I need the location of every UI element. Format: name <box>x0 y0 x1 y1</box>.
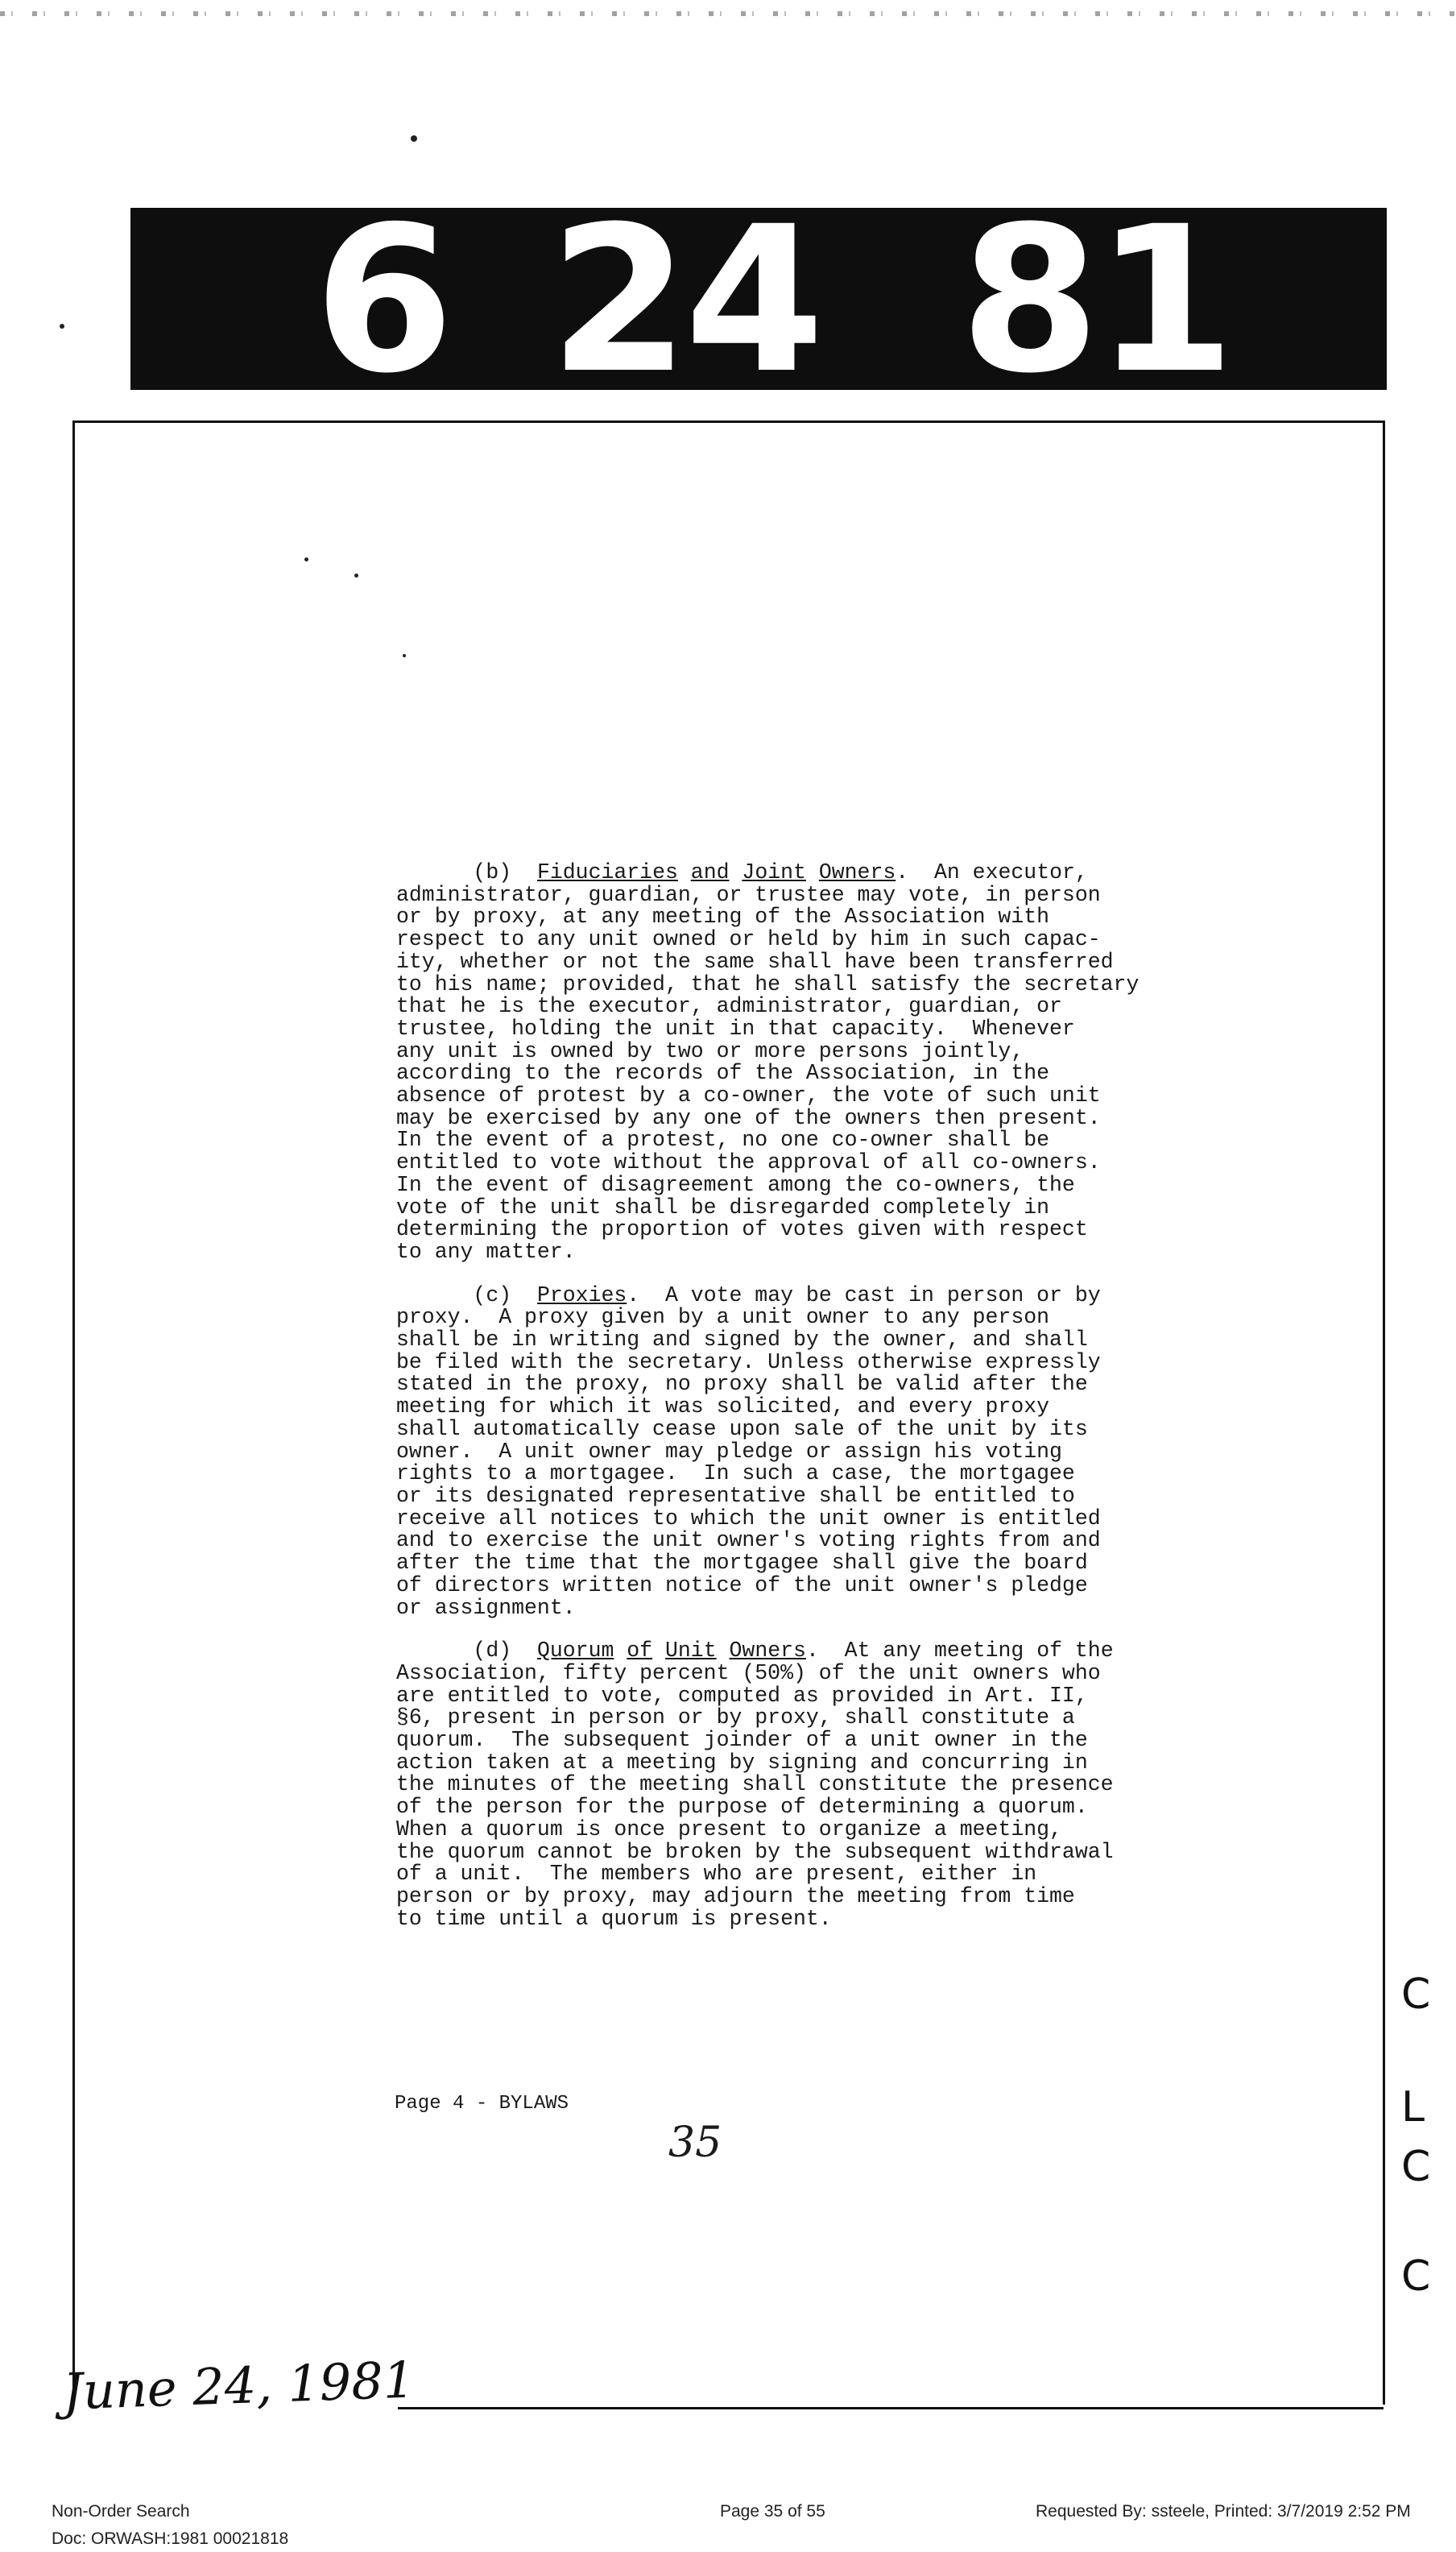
meta-doc-id: Doc: ORWASH:1981 00021818 <box>52 2529 289 2548</box>
meta-search-type: Non-Order Search <box>52 2502 190 2521</box>
handwritten-page-number: 35 <box>668 2119 722 2167</box>
paragraph-first-line-rest: . At any meeting of the <box>805 1638 1114 1663</box>
paragraph-line: proxy. A proxy given by a unit owner to any person <box>396 1305 1050 1330</box>
paragraph-label: (d) <box>473 1638 512 1663</box>
paragraph-line: the quorum cannot be broken by the subsequent withdrawal <box>396 1839 1114 1864</box>
paragraph-line: to any matter. <box>396 1239 576 1264</box>
paragraph-heading-word: Joint <box>742 860 806 884</box>
paragraph-line: trustee, holding the unit in that capacity. Whenever <box>396 1016 1075 1041</box>
scan-speck <box>60 324 64 329</box>
paragraph-line: In the event of a protest, no one co-owner shall be <box>396 1128 1050 1153</box>
paragraph-heading-word: of <box>627 1638 653 1663</box>
date-stamp-bar <box>130 183 1387 417</box>
paragraph-line: to his name; provided, that he shall satisfy the secretary <box>396 972 1140 996</box>
paragraph-d <box>396 1640 1250 1930</box>
paragraph-line: vote of the unit shall be disregarded completely in <box>396 1195 1050 1220</box>
paragraph-line: are entitled to vote, computed as provided in Art. II, <box>396 1683 1088 1708</box>
paragraph-line: receive all notices to which the unit owner is entitled <box>396 1506 1101 1531</box>
paragraph-line: stated in the proxy, no proxy shall be valid after the <box>396 1372 1088 1397</box>
paragraph-heading-word: Fiduciaries <box>536 860 678 884</box>
stamp-day: 24 <box>549 183 820 417</box>
paragraph-line: quorum. The subsequent joinder of a unit owner in the <box>396 1728 1088 1753</box>
margin-mark: C <box>1401 1970 1431 2019</box>
paragraph-heading-word: and <box>690 860 730 884</box>
paragraph-first-line <box>396 862 1250 884</box>
paragraph-line: the minutes of the meeting shall constitute the presence <box>396 1772 1114 1797</box>
paragraph-b <box>396 862 1250 1264</box>
paragraph-line: of directors written notice of the unit owner's pledge <box>396 1572 1088 1597</box>
scan-speck <box>411 135 417 142</box>
paragraph-line: that he is the executor, administrator, guardian, or <box>396 994 1062 1019</box>
paragraph-heading-word: Proxies <box>536 1282 627 1307</box>
paragraph-line: In the event of disagreement among the co-owners, the <box>396 1172 1075 1197</box>
handwritten-date: June 24, 1981 <box>61 2350 416 2422</box>
paragraph-line: When a quorum is once present to organize a meeting, <box>396 1817 1062 1842</box>
paragraph-label: (b) <box>473 860 512 884</box>
bylaws-body <box>396 862 1250 1951</box>
scan-speck <box>304 557 308 561</box>
paragraph-line: person or by proxy, may adjourn the meeting from time <box>396 1883 1075 1908</box>
paragraph-line: or its designated representative shall be entitled to <box>396 1483 1075 1508</box>
paragraph-line: absence of protest by a co-owner, the vote of such unit <box>396 1083 1101 1108</box>
stamp-month: 6 <box>314 183 449 417</box>
paragraph-first-line <box>396 1640 1250 1663</box>
paragraph-line: be filed with the secretary. Unless otherwise expressly <box>396 1349 1101 1374</box>
paragraph-line: or by proxy, at any meeting of the Association with <box>396 905 1050 930</box>
scan-speck <box>354 574 358 578</box>
paragraph-line: entitled to vote without the approval of all co-owners. <box>396 1150 1101 1175</box>
paragraph-heading-word: Owners <box>818 860 896 884</box>
paragraph-line: meeting for which it was solicited, and every proxy <box>396 1394 1050 1419</box>
paragraph-line: of the person for the purpose of determining a quorum. <box>396 1795 1088 1820</box>
paragraph-line: shall automatically cease upon sale of the unit by its <box>396 1416 1088 1441</box>
paragraph-heading-word: Owners <box>729 1638 806 1663</box>
paragraph-line: determining the proportion of votes given with respect <box>396 1217 1088 1242</box>
frame-bottom-line <box>398 2407 1384 2409</box>
margin-mark: C <box>1401 2143 1431 2191</box>
paragraph-heading-word: Unit <box>665 1638 717 1663</box>
paragraph-line: §6, present in person or by proxy, shall constitute a <box>396 1705 1075 1730</box>
paragraph-first-line-rest: . A vote may be cast in person or by <box>627 1282 1101 1307</box>
page-footer: Page 4 - BYLAWS <box>395 2093 569 2115</box>
paragraph-line: owner. A unit owner may pledge or assign his voting <box>396 1439 1062 1464</box>
paragraph-line: according to the records of the Association, in the <box>396 1061 1050 1086</box>
paragraph-first-line <box>396 1282 1250 1307</box>
paragraph-c <box>396 1282 1250 1620</box>
paragraph-line: to time until a quorum is present. <box>396 1906 832 1931</box>
paragraph-heading-word: Quorum <box>536 1638 614 1663</box>
paragraph-line: Association, fifty percent (50%) of the unit owners who <box>396 1660 1101 1685</box>
paragraph-label: (c) <box>473 1282 512 1307</box>
margin-mark: L <box>1401 2083 1425 2132</box>
paragraph-line: rights to a mortgagee. In such a case, the mortgagee <box>396 1461 1075 1486</box>
paragraph-line: ity, whether or not the same shall have been transferred <box>396 949 1114 974</box>
meta-requested-by: Requested By: ssteele, Printed: 3/7/2019 2:52 PM <box>1036 2502 1411 2521</box>
paragraph-line: after the time that the mortgagee shall give the board <box>396 1551 1088 1576</box>
scan-noise-top <box>0 11 1456 16</box>
margin-mark: C <box>1401 2252 1431 2301</box>
paragraph-line: of a unit. The members who are present, either in <box>396 1862 1037 1887</box>
paragraph-line: administrator, guardian, or trustee may vote, in person <box>396 882 1101 907</box>
paragraph-line: action taken at a meeting by signing and concurring in <box>396 1750 1088 1775</box>
paragraph-line: shall be in writing and signed by the owner, and shall <box>396 1328 1088 1353</box>
scan-speck <box>403 654 406 657</box>
paragraph-line: any unit is owned by two or more persons jointly, <box>396 1038 1024 1063</box>
paragraph-first-line-rest: . An executor, <box>896 860 1088 884</box>
paragraph-line: or assignment. <box>396 1595 576 1620</box>
stamp-year: 81 <box>960 183 1231 417</box>
meta-page-of: Page 35 of 55 <box>720 2502 825 2521</box>
paragraph-line: respect to any unit owned or held by him in such capac- <box>396 927 1101 952</box>
paragraph-line: and to exercise the unit owner's voting rights from and <box>396 1528 1101 1553</box>
paragraph-line: may be exercised by any one of the owners then present. <box>396 1105 1101 1130</box>
